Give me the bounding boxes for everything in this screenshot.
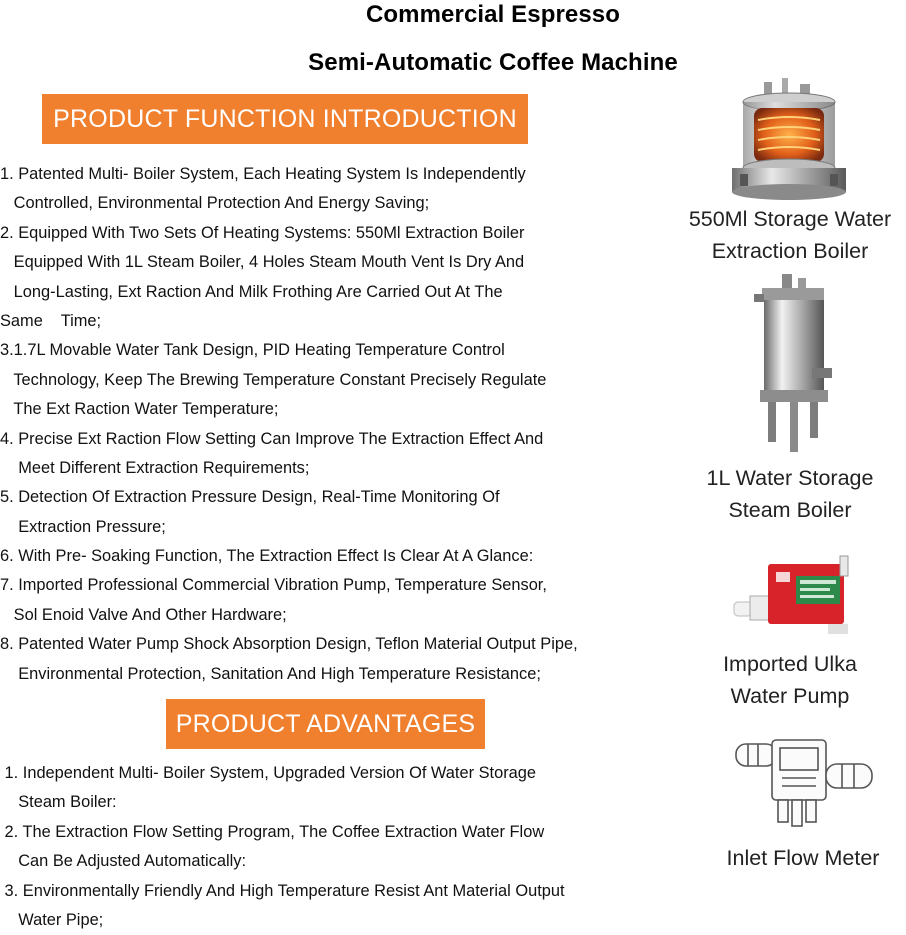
list-item: The Ext Raction Water Temperature; — [0, 400, 279, 419]
list-item: 1. Independent Multi- Boiler System, Upgraded Version Of Water Storage — [0, 764, 537, 782]
flow-meter-icon — [732, 734, 882, 830]
flow-meter-caption: Inlet Flow Meter — [726, 846, 880, 870]
list-item: Controlled, Environmental Protection And Energy Saving; — [0, 194, 430, 213]
steam-boiler-caption: 1L Water Storage Steam Boiler — [706, 466, 874, 522]
function-intro-heading: PRODUCT FUNCTION INTRODUCTION — [42, 94, 528, 144]
list-item: Water Pipe; — [0, 910, 104, 929]
list-item: Technology, Keep The Brewing Temperature Constant Precisely Regulate — [0, 370, 547, 389]
list-item: Meet Different Extraction Requirements; — [0, 458, 310, 477]
function-list — [0, 160, 578, 689]
list-item: 3.1.7L Movable Water Tank Design, PID Heating Temperature Control — [0, 341, 505, 360]
extraction-boiler-icon — [724, 76, 854, 204]
steam-boiler-icon — [752, 272, 836, 456]
list-item: 8. Patented Water Pump Shock Absorption Design, Teflon Material Output Pipe, — [0, 635, 578, 654]
water-pump-caption: Imported Ulka Water Pump — [723, 652, 857, 708]
list-item: Steam Boiler: — [0, 793, 117, 812]
list-item: 1. Patented Multi- Boiler System, Each Heating System Is Independently — [0, 165, 526, 183]
list-item: Sol Enoid Valve And Other Hardware; — [0, 605, 287, 624]
list-item: 2. Equipped With Two Sets Of Heating Systems: 550Ml Extraction Boiler — [0, 223, 525, 242]
list-item: Long-Lasting, Ext Raction And Milk Frothing Are Carried Out At The — [0, 282, 503, 301]
page-title: Commercial Espresso — [365, 1, 621, 28]
list-item: 7. Imported Professional Commercial Vibration Pump, Temperature Sensor, — [0, 576, 547, 595]
advantages-list — [0, 759, 565, 935]
list-item: Environmental Protection, Sanitation And High Temperature Resistance; — [0, 664, 541, 683]
list-item: 2. The Extraction Flow Setting Program, The Coffee Extraction Water Flow — [0, 822, 545, 841]
list-item: 4. Precise Ext Raction Flow Setting Can Improve The Extraction Effect And — [0, 429, 544, 448]
list-item: Equipped With 1L Steam Boiler, 4 Holes Steam Mouth Vent Is Dry And — [0, 253, 525, 272]
page-subtitle: Semi-Automatic Coffee Machine — [308, 49, 678, 76]
list-item: Same Time; — [0, 311, 102, 330]
advantages-heading: PRODUCT ADVANTAGES — [166, 699, 485, 749]
list-item: 3. Environmentally Friendly And High Temperature Resist Ant Material Output — [0, 881, 565, 900]
list-item: Can Be Adjusted Automatically: — [0, 852, 246, 871]
extraction-boiler-caption: 550Ml Storage Water Extraction Boiler — [688, 207, 892, 263]
list-item: 5. Detection Of Extraction Pressure Design, Real-Time Monitoring Of — [0, 488, 500, 507]
water-pump-icon — [732, 552, 856, 644]
list-item: Extraction Pressure; — [0, 517, 166, 536]
list-item: 6. With Pre- Soaking Function, The Extraction Effect Is Clear At A Glance: — [0, 547, 534, 566]
